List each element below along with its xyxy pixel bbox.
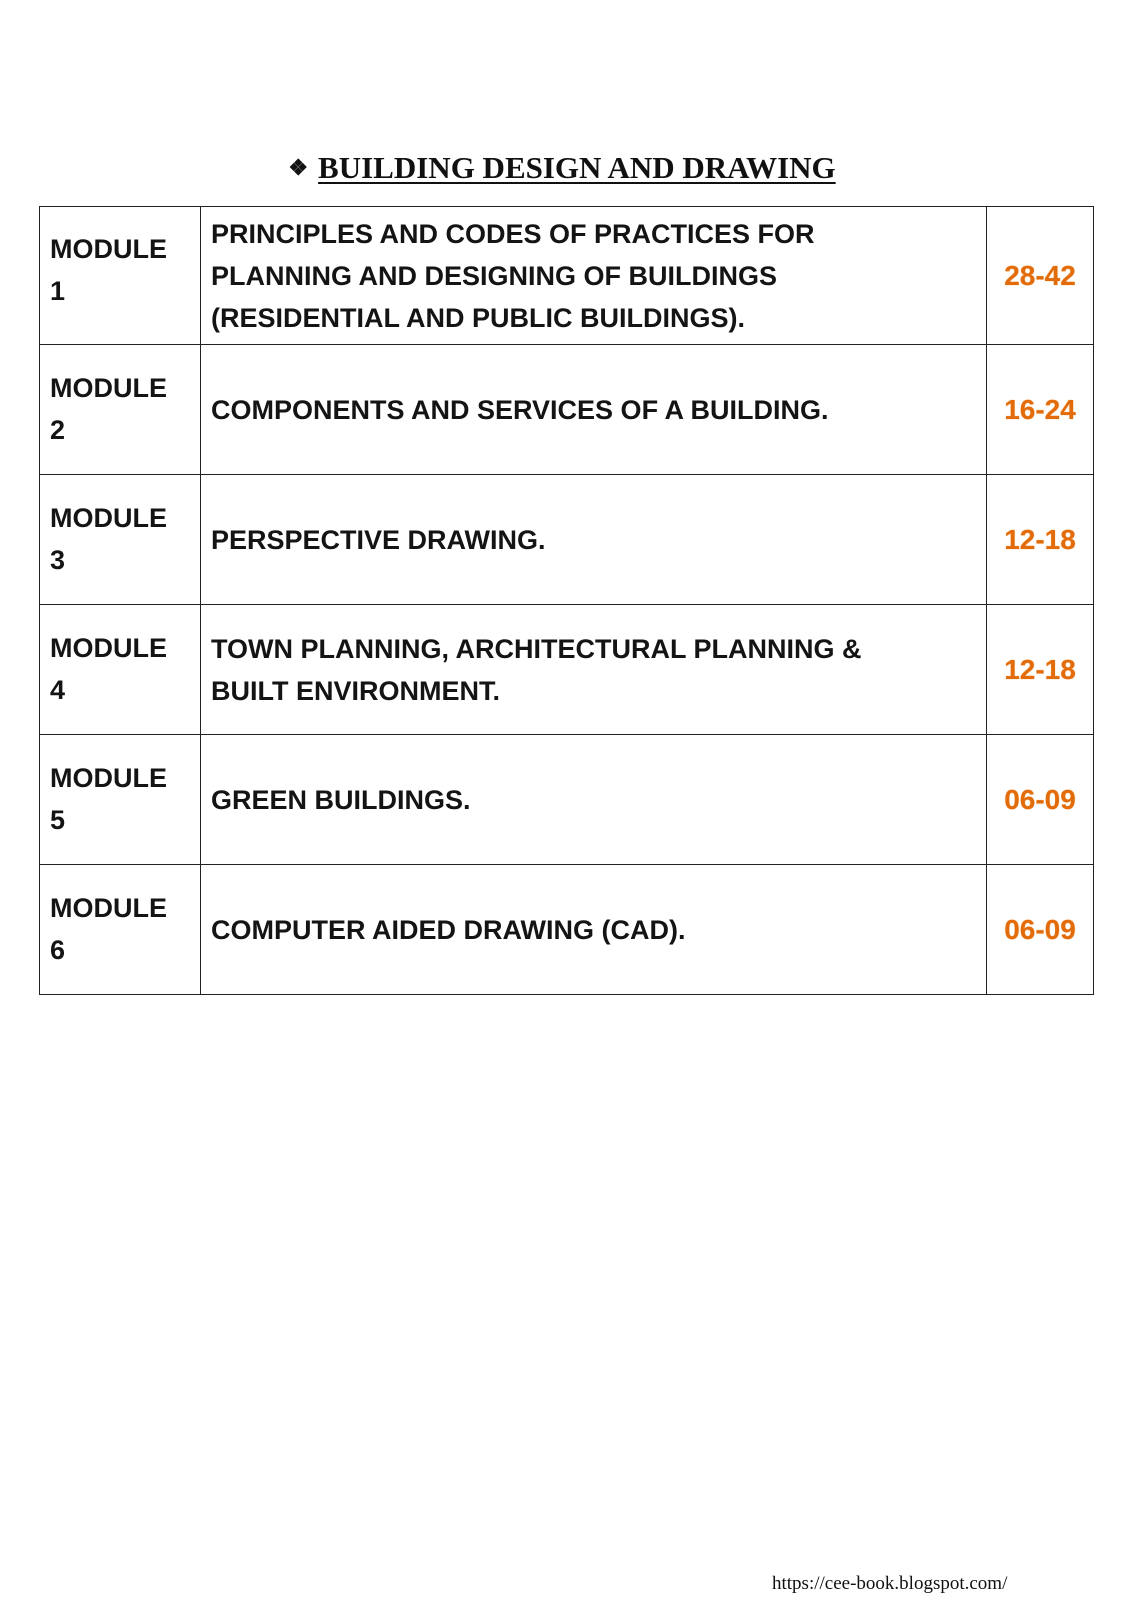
module-number: 6 <box>50 935 66 965</box>
table-row <box>40 605 1094 735</box>
marks-range: 06-09 <box>987 735 1094 865</box>
table-row <box>40 735 1094 865</box>
topic-cell <box>201 207 987 345</box>
topic-line: COMPONENTS AND SERVICES OF A BUILDING. <box>211 394 829 425</box>
module-number: 2 <box>50 415 66 445</box>
topic-line: PERSPECTIVE DRAWING. <box>211 524 546 555</box>
marks-range: 16-24 <box>987 345 1094 475</box>
topic-cell <box>201 735 987 865</box>
topic-line: GREEN BUILDINGS. <box>211 784 471 815</box>
module-label: MODULE <box>50 503 167 533</box>
topic-cell <box>201 475 987 605</box>
module-label: MODULE <box>50 763 167 793</box>
footer-url[interactable]: https://cee-book.blogspot.com/ <box>772 1573 1008 1594</box>
module-label: MODULE <box>50 234 167 264</box>
module-number: 5 <box>50 805 66 835</box>
module-table <box>39 206 1094 995</box>
module-label: MODULE <box>50 633 167 663</box>
topic-cell <box>201 605 987 735</box>
diamond-bullet-icon: ❖ <box>288 155 309 180</box>
table-row <box>40 345 1094 475</box>
module-cell <box>40 345 201 475</box>
module-number: 3 <box>50 545 66 575</box>
marks-range: 06-09 <box>987 865 1094 995</box>
document-title: BUILDING DESIGN AND DRAWING <box>318 150 836 185</box>
page-title <box>0 148 1124 188</box>
table-row <box>40 475 1094 605</box>
module-cell <box>40 735 201 865</box>
module-cell <box>40 475 201 605</box>
module-number: 4 <box>50 675 66 705</box>
topic-line: PLANNING AND DESIGNING OF BUILDINGS <box>211 260 778 291</box>
topic-line: COMPUTER AIDED DRAWING (CAD). <box>211 914 686 945</box>
module-label: MODULE <box>50 893 167 923</box>
module-label: MODULE <box>50 373 167 403</box>
module-number: 1 <box>50 276 66 306</box>
topic-line: BUILT ENVIRONMENT. <box>211 675 500 706</box>
marks-range: 12-18 <box>987 475 1094 605</box>
topic-line: TOWN PLANNING, ARCHITECTURAL PLANNING & <box>211 633 862 664</box>
topic-cell <box>201 345 987 475</box>
module-cell <box>40 207 201 345</box>
marks-range: 28-42 <box>987 207 1094 345</box>
topic-line: (RESIDENTIAL AND PUBLIC BUILDINGS). <box>211 302 746 333</box>
module-cell <box>40 605 201 735</box>
marks-range: 12-18 <box>987 605 1094 735</box>
topic-line: PRINCIPLES AND CODES OF PRACTICES FOR <box>211 218 815 249</box>
topic-cell <box>201 865 987 995</box>
table-row <box>40 865 1094 995</box>
module-cell <box>40 865 201 995</box>
table-row <box>40 207 1094 345</box>
